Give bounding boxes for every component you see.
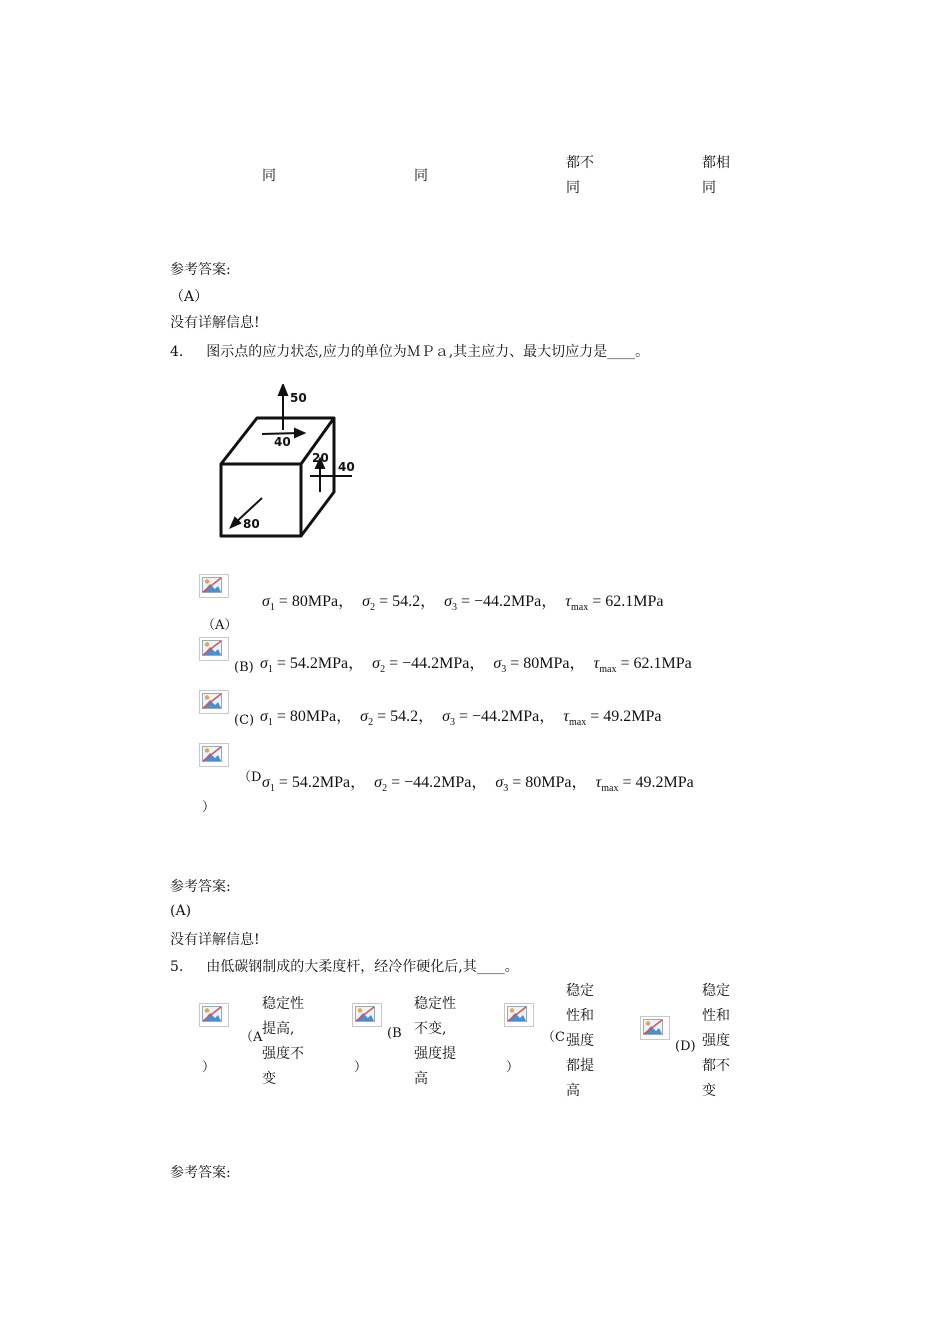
answer-value: (A): [170, 903, 192, 919]
q3-option-d-text: [702, 151, 730, 201]
answer-value: （A）: [170, 289, 209, 305]
broken-image-icon: [199, 1003, 229, 1027]
label-front: 80: [243, 517, 260, 531]
broken-image-icon: [199, 690, 229, 714]
option-line: 同: [414, 168, 428, 184]
question-5: [170, 956, 519, 976]
sigma1: 54.2MPa: [291, 774, 351, 791]
broken-picture-icon: [202, 693, 222, 709]
option-line: 稳定: [702, 983, 730, 999]
q4-option-a-label: （A）: [202, 618, 238, 633]
q3-option-c-text: [566, 151, 594, 201]
label-side-shear: 20: [312, 451, 329, 465]
option-line: 高: [566, 1083, 580, 1099]
sigma1: 80MPa: [289, 708, 337, 725]
tau-max: 49.2MPa: [603, 708, 662, 725]
sigma2: 54.2: [392, 593, 421, 610]
option-line: 强度: [566, 1033, 594, 1049]
q5-option-b-label-open: (B: [387, 1026, 402, 1041]
option-line: 高: [414, 1071, 428, 1087]
option-line: 都不: [566, 155, 594, 171]
answer-label: 参考答案:: [170, 262, 231, 278]
sigma3: 80MPa: [523, 655, 570, 672]
option-line: 强度提: [414, 1046, 456, 1062]
q5-option-c-label-open: （C: [542, 1030, 565, 1045]
sigma3: −44.2MPa: [474, 593, 542, 610]
q4-option-b-label: (B): [234, 660, 254, 675]
q5-option-a-label-close: ）: [202, 1060, 216, 1075]
sigma2: −44.2MPa: [402, 655, 470, 672]
broken-picture-icon: [507, 1006, 527, 1022]
option-line: 同: [566, 180, 580, 196]
broken-image-icon: [199, 637, 229, 661]
option-line: 性和: [702, 1008, 730, 1024]
q4-option-d-label-close: ）: [202, 800, 216, 815]
q5-option-b-label-close: ）: [354, 1060, 368, 1075]
answer-note: 没有详解信息!: [170, 932, 260, 948]
question-number: 5.: [170, 959, 184, 975]
sigma1: 54.2MPa: [289, 655, 349, 672]
q4-option-c-label: (C): [234, 713, 255, 728]
q5-option-c-label-close: ）: [506, 1060, 520, 1075]
q5-option-d-text: [702, 979, 730, 1104]
q5-option-d-label: (D): [675, 1039, 696, 1054]
option-line: 强度不: [262, 1046, 304, 1062]
q5-option-c-text: [566, 979, 594, 1104]
option-line: 变: [702, 1083, 716, 1099]
option-line: 都提: [566, 1058, 594, 1074]
question-text: 由低碳钢制成的大柔度杆，经冷作硬化后,其____。: [206, 959, 519, 975]
broken-image-icon: [640, 1016, 670, 1040]
question-number: 4.: [170, 344, 184, 360]
option-line: 同: [262, 168, 276, 184]
broken-picture-icon: [643, 1019, 663, 1035]
tau-max: 62.1MPa: [605, 593, 664, 610]
option-line: 强度: [702, 1033, 730, 1049]
option-line: 不变,: [414, 1021, 447, 1037]
option-line: 稳定性: [414, 996, 456, 1012]
tau-max: 49.2MPa: [635, 774, 694, 791]
option-line: 同: [702, 180, 716, 196]
broken-picture-icon: [202, 1006, 222, 1022]
tau-max: 62.1MPa: [633, 655, 692, 672]
sigma2: −44.2MPa: [404, 774, 472, 791]
option-line: 变: [262, 1071, 276, 1087]
sigma3: −44.2MPa: [472, 708, 540, 725]
answer-label: 参考答案:: [170, 1165, 231, 1181]
option-line: 提高,: [262, 1021, 295, 1037]
label-top: 50: [290, 391, 307, 405]
option-line: 性和: [566, 1008, 594, 1024]
option-line: 稳定性: [262, 996, 304, 1012]
question-text: 图示点的应力状态,应力的单位为ＭＰａ,其主应力、最大切应力是____。: [206, 344, 650, 360]
option-line: 都相: [702, 155, 730, 171]
broken-image-icon: [199, 574, 229, 598]
q4-option-d-label-open: （D: [238, 770, 262, 785]
q3-option-b-text: [414, 164, 428, 189]
broken-image-icon: [352, 1003, 382, 1027]
q4-option-d-formula: $\sigma_1 = 54.2MPa$， $\sigma_2 = -44.2MPa$， $\sigma_3 = 80MPa$， $\tau_{max} = 49.2MPa$: [262, 774, 694, 794]
q5-option-b-text: [414, 992, 456, 1092]
option-line: 稳定: [566, 983, 594, 999]
q4-option-c-formula: $\sigma_1 = 80MPa$， $\sigma_2 = 54.2$， $\sigma_3 = -44.2MPa$， $\tau_{max} = 49.2MPa$: [260, 708, 662, 728]
sigma2: 54.2: [390, 708, 419, 725]
question-4: [170, 341, 649, 361]
q4-option-b-formula: $\sigma_1 = 54.2MPa$， $\sigma_2 = -44.2MPa$， $\sigma_3 = 80MPa$， $\tau_{max} = 62.1MPa$: [260, 655, 692, 675]
broken-picture-icon: [202, 577, 222, 593]
stress-element-figure: [212, 384, 362, 544]
sigma3: 80MPa: [525, 774, 572, 791]
q4-option-a-formula: $\sigma_1 = 80MPa$， $\sigma_2 = 54.2$， $\sigma_3 = -44.2MPa$， $\tau_{max} = 62.1MPa$: [262, 593, 664, 613]
option-line: 都不: [702, 1058, 730, 1074]
answer-note: 没有详解信息!: [170, 315, 260, 331]
sigma1: 80MPa: [291, 593, 339, 610]
broken-picture-icon: [202, 640, 222, 656]
q5-option-a-label-open: （A: [240, 1030, 263, 1045]
answer-label: 参考答案:: [170, 879, 231, 895]
broken-image-icon: [504, 1003, 534, 1027]
broken-picture-icon: [202, 746, 222, 762]
q3-option-a-text: [262, 164, 276, 189]
label-side: 40: [338, 460, 355, 474]
broken-picture-icon: [355, 1006, 375, 1022]
q5-option-a-text: [262, 992, 304, 1092]
broken-image-icon: [199, 743, 229, 767]
label-top-shear: 40: [274, 435, 291, 449]
top-normal-stress-arrow: [279, 385, 287, 430]
